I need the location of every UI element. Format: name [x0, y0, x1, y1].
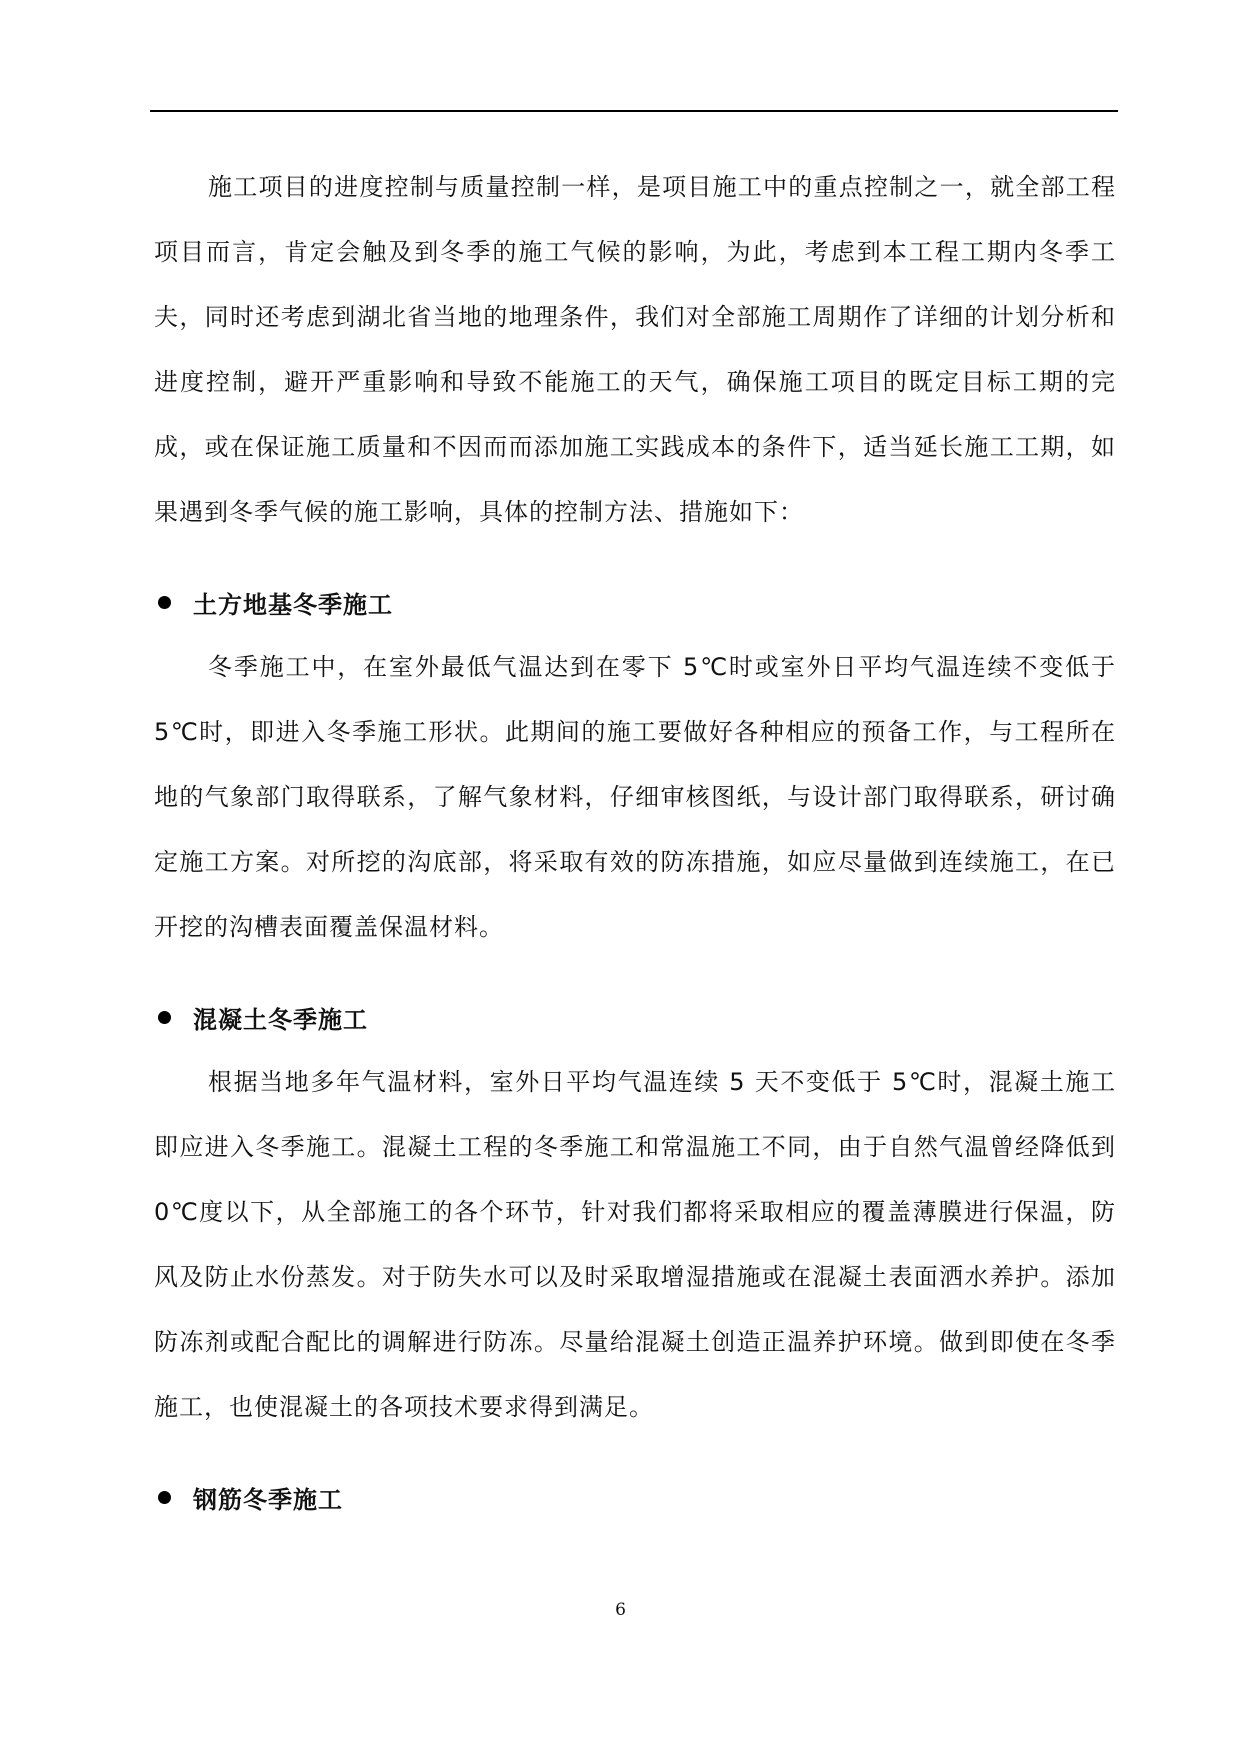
- bullet-icon: [158, 1491, 171, 1504]
- section-heading-label: 混凝土冬季施工: [193, 1006, 368, 1034]
- section-heading-label: 钢筋冬季施工: [193, 1486, 343, 1514]
- bullet-icon: [158, 596, 171, 609]
- section-body-earthwork: 冬季施工中，在室外最低气温达到在零下 5℃时或室外日平均气温连续不变低于 5℃时，即进入冬季施工形状。此期间的施工要做好各种相应的预备工作，与工程所在地的气象部门取得联系，了解气象材料，仔细审核图纸，与设计部门取得联系，研讨确定施工方案。对所挖的沟底部，将采取有效的防冻措施，如应尽量做到连续施工，在已开挖的沟槽表面覆盖保温材料。: [154, 653, 1116, 941]
- bullet-icon: [158, 1011, 171, 1024]
- section-heading-earthwork: [154, 570, 1116, 635]
- intro-paragraph: 施工项目的进度控制与质量控制一样，是项目施工中的重点控制之一，就全部工程项目而言，肯定会触及到冬季的施工气候的影响，为此，考虑到本工程工期内冬季工夫，同时还考虑到湖北省当地的地理条件，我们对全部施工周期作了详细的计划分析和进度控制，避开严重影响和导致不能施工的天气，确保施工项目的既定目标工期的完成，或在保证施工质量和不因而而添加施工实践成本的条件下，适当延长施工工期，如果遇到冬季气候的施工影响，具体的控制方法、措施如下：: [154, 173, 1116, 526]
- section-body-concrete: 根据当地多年气温材料，室外日平均气温连续 5 天不变低于 5℃时，混凝土施工即应进入冬季施工。混凝土工程的冬季施工和常温施工不同，由于自然气温曾经降低到 0℃度以下，从全部施工的各个环节，针对我们都将采取相应的覆盖薄膜进行保温，防风及防止水份蒸发。对于防失水可以及时采取增湿措施或在混凝土表面洒水养护。添加防冻剂或配合配比的调解进行防冻。尽量给混凝土创造正温养护环境。做到即使在冬季施工，也使混凝土的各项技术要求得到满足。: [154, 1068, 1116, 1421]
- section-heading-label: 土方地基冬季施工: [193, 591, 393, 619]
- section-heading-concrete: [154, 985, 1116, 1050]
- page-number: 6: [615, 1600, 626, 1620]
- page-content: [154, 155, 1116, 1530]
- section-heading-rebar: [154, 1465, 1116, 1530]
- header-rule: [150, 110, 1118, 112]
